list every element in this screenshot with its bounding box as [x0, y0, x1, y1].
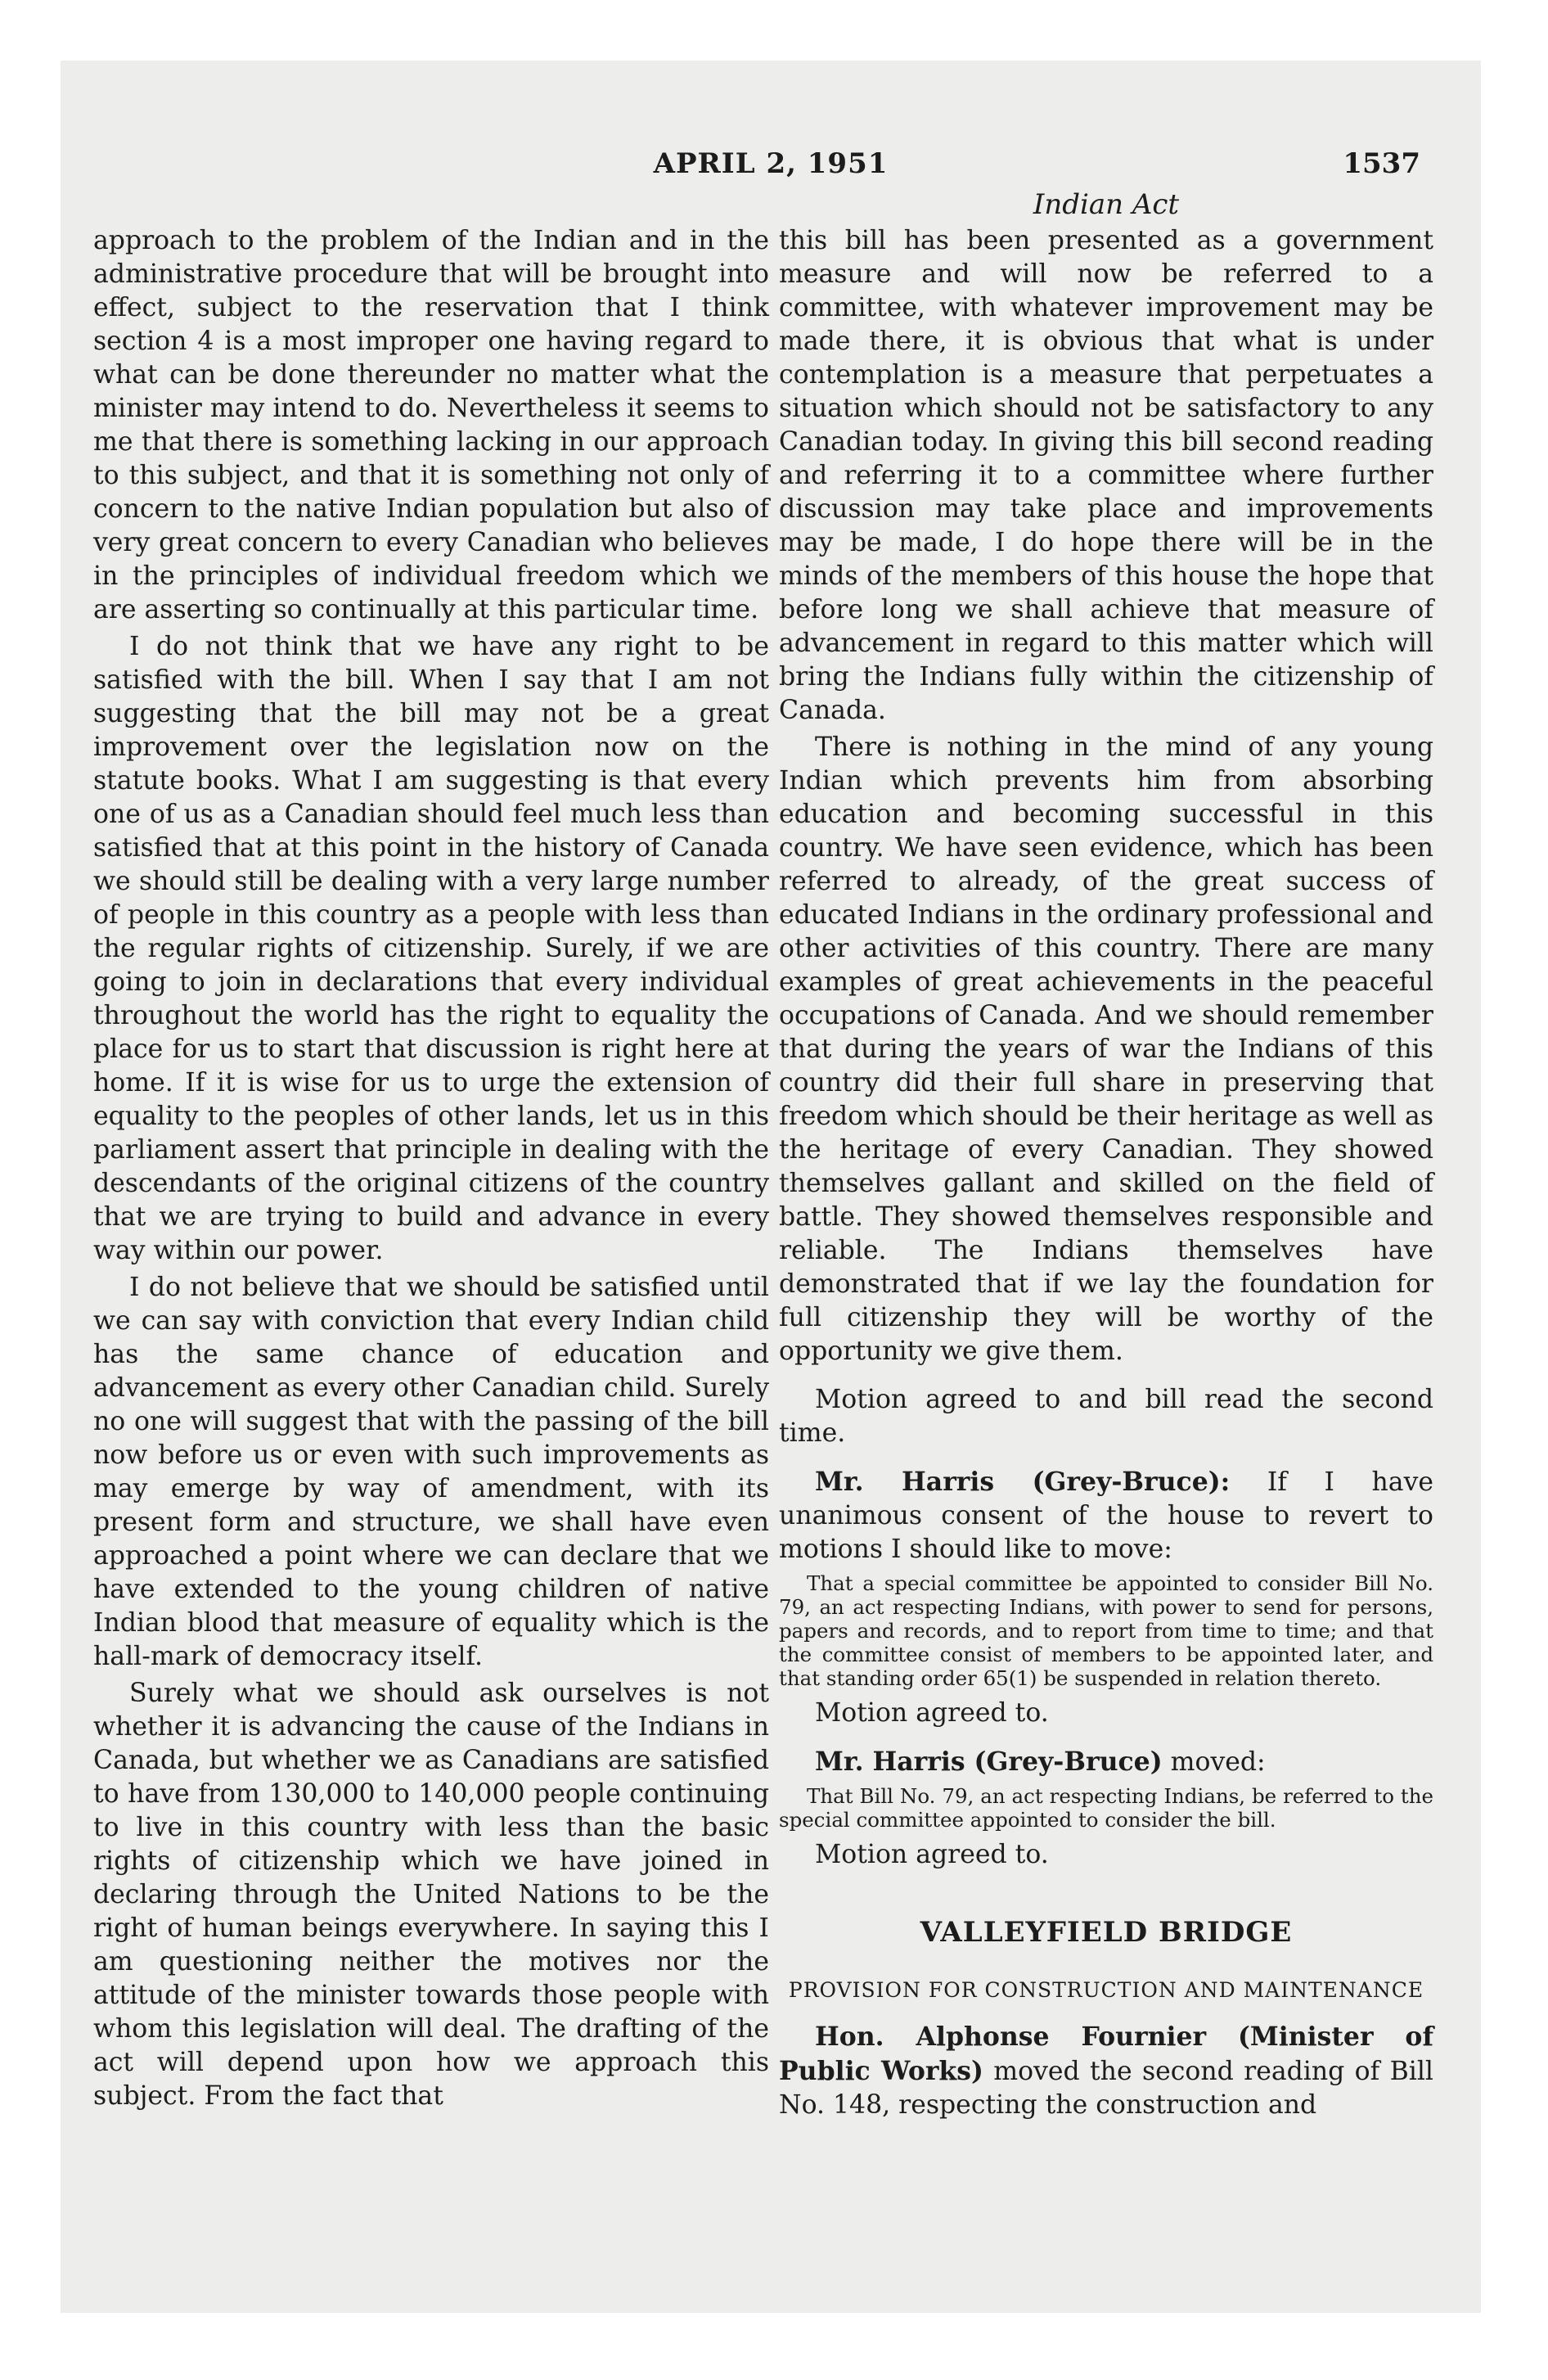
paragraph: I do not believe that we should be satisfied until we can say with conviction that every Indian child has the same chance of education and advancement as every other Canadian child. Surely no one will suggest that with the passing of the bill now before us or even with such improvements as may emerge by way of amendment, with its present form and structure, we shall have even approached a point where we can declare that we have extended to the young children of native Indian blood that measure of equality which is the hall-mark of democracy itself.	[93, 1273, 769, 1671]
paragraph: Motion agreed to and bill read the second time.	[779, 1385, 1433, 1448]
header-date: APRIL 2, 1951	[653, 147, 889, 180]
paragraph: this bill has been presented as a government measure and will now be referred to a committee, with whatever improvement may be made there, it is obvious that what is under contemplation is a measure that perpetuates a situation which should not be satisfactory to any Canadian today. In giving this bill second reading and referring it to a committee where further discussion may take place and improvements may be made, I do hope there will be in the minds of the members of this house the hope that before long we shall achieve that measure of advancement in regard to this matter which will bring the Indians fully within the citizenship of Canada.	[779, 226, 1433, 725]
speaker-name: Hon. Alphonse Fournier (Minister of Public Works)	[779, 2022, 1433, 2086]
left-column	[93, 224, 769, 2113]
section-heading: VALLEYFIELD BRIDGE	[920, 1916, 1293, 1949]
paragraph: Motion agreed to.	[815, 1698, 1049, 1728]
motion-text: That Bill No. 79, an act respecting Indians, be referred to the special committee appointed to consider the bill.	[779, 1784, 1433, 1832]
page-number: 1537	[1343, 147, 1420, 180]
paragraph: Motion agreed to.	[815, 1840, 1049, 1869]
right-column	[779, 224, 1433, 2122]
speech-paragraph	[779, 1465, 1433, 1566]
section-subheading: PROVISION FOR CONSTRUCTION AND MAINTENANCE	[788, 1978, 1424, 2002]
speech-text: moved:	[1162, 1747, 1266, 1777]
paragraph: approach to the problem of the Indian and in the administrative procedure that will be brought into effect, subject to the reservation that I think section 4 is a most improper one having regard to what can be done thereunder no matter what the minister may intend to do. Nevertheless it seems to me that there is something lacking in our approach to this subject, and that it is something not only of concern to the native Indian population but also of very great concern to every Canadian who believes in the principles of individual freedom which we are asserting so continually at this particular time.	[93, 226, 769, 624]
speaker-name: Mr. Harris (Grey-Bruce):	[815, 1467, 1231, 1497]
paragraph: There is nothing in the mind of any young Indian which prevents him from absorbing education and becoming successful in this country. We have seen evidence, which has been referred to already, of the great success of educated Indians in the ordinary professional and other activities of this country. There are many examples of great achievements in the peaceful occupations of Canada. And we should remember that during the years of war the Indians of this country did their full share in preserving that freedom which should be their heritage as well as the heritage of every Canadian. They showed themselves gallant and skilled on the field of battle. They showed themselves responsible and reliable. The Indians themselves have demonstrated that if we lay the foundation for full citizenship they will be worthy of the opportunity we give them.	[779, 732, 1433, 1366]
speech-text: If I have unanimous consent of the house to revert to motions I should like to move:	[779, 1467, 1434, 1564]
motion-text: That a special committee be appointed to consider Bill No. 79, an act respecting Indians, with power to send for persons, papers and records, and to report from time to time; and that the committee consist of members to be appointed later, and that standing order 65(1) be suspended in relation thereto.	[779, 1571, 1433, 1690]
paragraph: Surely what we should ask ourselves is not whether it is advancing the cause of the Indians in Canada, but whether we as Canadians are satisfied to have from 130,000 to 140,000 people continuing to live in this country with less than the basic rights of citizenship which we have joined in declaring through the United Nations to be the right of human beings everywhere. In saying this I am questioning neither the motives nor the attitude of the minister towards those people with whom this legislation will deal. The drafting of the act will depend upon how we approach this subject. From the fact that	[93, 1679, 769, 2111]
running-topic: Indian Act	[1033, 188, 1180, 221]
page-header	[61, 147, 1481, 188]
paragraph: I do not think that we have any right to be satisfied with the bill. When I say that I am not suggesting that the bill may not be a great improvement over the legislation now on the statute books. What I am suggesting is that every one of us as a Canadian should feel much less than satisfied that at this point in the history of Canada we should still be dealing with a very large number of people in this country as a people with less than the regular rights of citizenship. Surely, if we are going to join in declarations that every individual throughout the world has the right to equality the place for us to start that discussion is right here at home. If it is wise for us to urge the extension of equality to the peoples of other lands, let us in this parliament assert that principle in dealing with the descendants of the original citizens of the country that we are trying to build and advance in every way within our power.	[93, 632, 769, 1265]
speech-text: moved the second reading of Bill No. 148, respecting the construction and	[779, 2057, 1433, 2120]
document-page	[61, 61, 1481, 2313]
speech-paragraph	[779, 2020, 1433, 2122]
speech-paragraph	[779, 1745, 1433, 1779]
speaker-name: Mr. Harris (Grey-Bruce)	[815, 1747, 1163, 1777]
